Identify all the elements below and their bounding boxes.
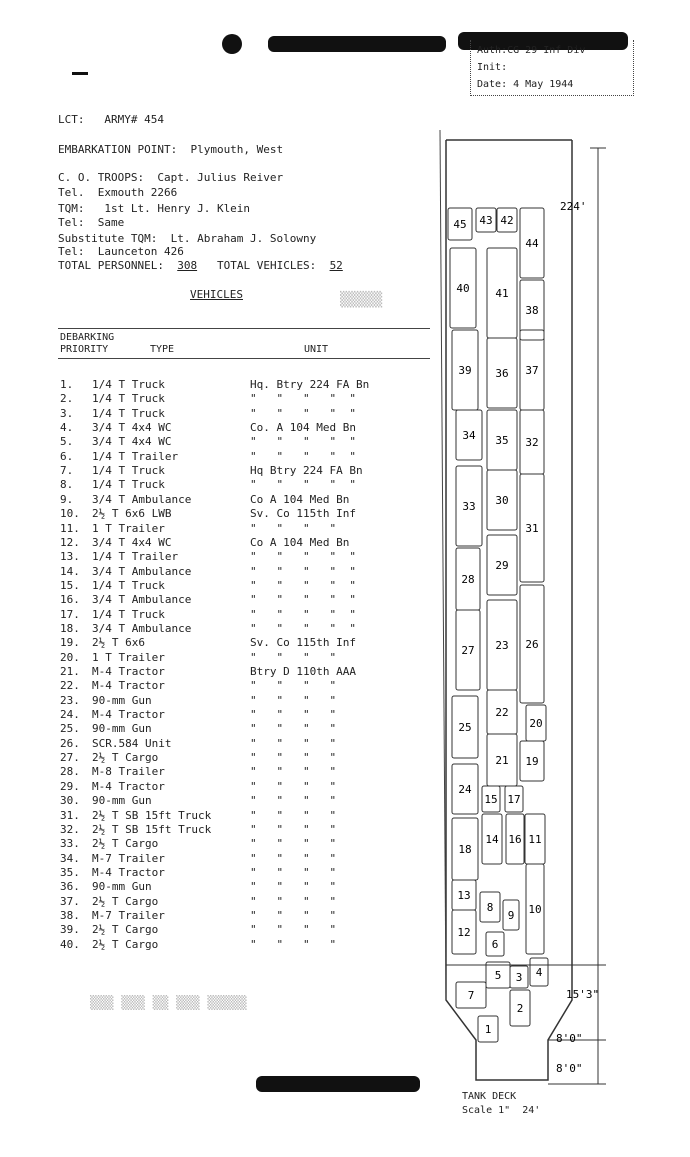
priority-number: 7. — [60, 464, 74, 478]
slot-label: 15 — [484, 793, 498, 806]
slot-label: 45 — [453, 218, 467, 231]
vehicle-type: M-7 Trailer — [92, 908, 165, 922]
vehicle-unit: " " " " — [250, 779, 337, 793]
slot-label: 33 — [462, 500, 476, 513]
vehicle-slot — [456, 548, 480, 610]
slot-label: 43 — [479, 214, 493, 227]
vehicle-slot — [520, 208, 544, 278]
vehicle-slot — [456, 466, 482, 546]
slot-label: 16 — [508, 833, 522, 846]
slot-label: 40 — [456, 282, 470, 295]
date-line: Date: 4 May 1944 — [477, 79, 574, 90]
slot-label: 31 — [525, 522, 539, 535]
total-personnel-value: 308 — [177, 259, 198, 272]
priority-number: 11. — [60, 521, 80, 535]
vehicle-slot — [450, 248, 476, 328]
vehicle-type: 2½ T 6x6 LWB — [92, 507, 172, 521]
slot-label: 7 — [467, 989, 475, 1002]
slot-label: 38 — [525, 304, 539, 317]
vehicle-type: M-7 Trailer — [92, 851, 165, 865]
vehicle-slot — [456, 410, 482, 460]
slot-label: 24 — [458, 783, 472, 796]
vehicle-slot — [480, 892, 500, 922]
vehicle-type: M-4 Tractor — [92, 865, 165, 879]
vehicle-unit: " " " " — [250, 679, 337, 693]
vehicle-slot — [448, 208, 472, 240]
priority-number: 40. — [60, 937, 80, 951]
slot-label: 27 — [461, 644, 475, 657]
priority-number: 13. — [60, 550, 80, 564]
slot-label: 35 — [495, 434, 509, 447]
vehicle-unit: " " " " " — [250, 449, 356, 463]
priority-number: 28. — [60, 765, 80, 779]
slot-label: 36 — [495, 367, 509, 380]
slot-label: 2 — [516, 1002, 524, 1015]
vehicle-unit: " " " " — [250, 923, 337, 937]
slot-label: 29 — [495, 559, 509, 572]
slot-label: 21 — [495, 754, 509, 767]
slot-label: 42 — [500, 214, 514, 227]
priority-number: 29. — [60, 779, 80, 793]
vehicle-unit: " " " " — [250, 908, 337, 922]
slot-label: 37 — [525, 364, 539, 377]
vehicle-unit: " " " " — [250, 865, 337, 879]
vehicle-unit: " " " " " — [250, 392, 356, 406]
vehicle-slot — [452, 696, 478, 758]
vehicle-slot — [530, 958, 548, 986]
tqm-telephone: Tel: Same — [58, 216, 125, 229]
vehicle-unit: " " " " " — [250, 621, 356, 635]
vehicle-slot — [525, 814, 545, 864]
vehicle-slot — [487, 734, 517, 786]
vehicle-type: 3/4 T Ambulance — [92, 492, 192, 506]
vehicle-unit: " " " " — [250, 880, 337, 894]
slot-label: 22 — [495, 706, 509, 719]
vehicle-unit: Sv. Co 115th Inf — [250, 507, 356, 521]
vehicle-unit: Hq. Btry 224 FA Bn — [250, 378, 370, 391]
vehicle-slot — [510, 966, 528, 988]
slot-label: 10 — [528, 903, 542, 916]
vehicle-unit: " " " " " — [250, 578, 356, 592]
vehicle-type: 3/4 T Ambulance — [92, 593, 192, 607]
vehicle-unit: " " " " — [250, 822, 337, 836]
slot-label: 28 — [461, 573, 475, 586]
priority-number: 4. — [60, 421, 74, 435]
vehicle-unit: Hq Btry 224 FA Bn — [250, 464, 363, 478]
dimension-length: 224' — [560, 200, 587, 213]
slot-label: 18 — [458, 843, 472, 856]
slot-label: 19 — [525, 755, 539, 768]
slot-label: 26 — [525, 638, 539, 651]
vehicle-slot — [487, 338, 517, 408]
vehicle-slot — [476, 208, 496, 232]
diagram-caption: TANK DECK Scale 1" 24' — [462, 1091, 541, 1116]
dimension-ramp: 8'0" — [556, 1032, 583, 1045]
co-troops: C. O. TROOPS: Capt. Julius Reiver — [58, 171, 284, 184]
priority-number: 22. — [60, 679, 80, 693]
vehicle-unit: " " " " " — [250, 406, 356, 420]
vehicle-unit: " " " " — [250, 794, 337, 808]
vehicle-unit: " " " " — [250, 722, 337, 736]
vehicle-type: 1/4 T Trailer — [92, 550, 179, 564]
slot-label: 32 — [525, 436, 539, 449]
vehicle-unit: " " " " — [250, 693, 337, 707]
lct-number: LCT: ARMY# 454 — [58, 113, 164, 126]
slot-label: 39 — [458, 364, 472, 377]
vehicle-unit: " " " " — [250, 521, 337, 535]
column-priority: DEBARKING PRIORITY — [60, 332, 115, 355]
tqm: TQM: 1st Lt. Henry J. Klein — [58, 202, 251, 215]
total-vehicles-label: TOTAL VEHICLES: — [216, 259, 317, 272]
priority-number: 23. — [60, 693, 80, 707]
vehicle-type: 90-mm Gun — [92, 722, 152, 736]
priority-number: 24. — [60, 708, 80, 722]
vehicle-unit: Co. A 104 Med Bn — [250, 421, 356, 435]
hull-outline — [440, 130, 446, 1000]
slot-label: 8 — [486, 901, 494, 914]
vehicle-unit: " " " " " — [250, 564, 356, 578]
slot-label: 9 — [507, 909, 515, 922]
slot-label: 34 — [462, 429, 476, 442]
vehicle-type: 1 T Trailer — [92, 650, 165, 664]
vehicle-type: M-4 Tractor — [92, 708, 165, 722]
priority-number: 3. — [60, 406, 74, 420]
vehicle-unit: " " " " — [250, 851, 337, 865]
vehicle-slot — [482, 786, 500, 812]
vehicle-type: M-4 Tractor — [92, 779, 165, 793]
vehicle-unit: " " " " — [250, 650, 337, 664]
vehicle-type: 3/4 T Ambulance — [92, 564, 192, 578]
vehicle-type: 2½ T SB 15ft Truck — [92, 808, 212, 822]
vehicle-unit: Btry D 110th AAA — [250, 665, 356, 678]
vehicle-slots — [448, 208, 548, 1042]
vehicle-slot — [486, 932, 504, 956]
vehicle-type: 1/4 T Trailer — [92, 449, 179, 463]
vehicle-slot — [520, 330, 544, 410]
priority-number: 1. — [60, 378, 74, 391]
slot-label: 17 — [507, 793, 521, 806]
vehicle-unit: Co A 104 Med Bn — [250, 535, 350, 549]
priority-number: 38. — [60, 908, 80, 922]
slot-label: 23 — [495, 639, 509, 652]
init-line: Init: — [477, 62, 508, 73]
vehicle-unit: " " " " " — [250, 550, 356, 564]
vehicle-slot — [520, 410, 544, 474]
slot-label: 12 — [457, 926, 471, 939]
vehicle-unit: " " " " — [250, 808, 337, 822]
vehicle-type: 2½ T Cargo — [92, 894, 159, 908]
vehicle-slot — [487, 470, 517, 530]
vehicle-unit: " " " " — [250, 708, 337, 722]
vehicle-slot — [487, 600, 517, 690]
slot-label: 44 — [525, 237, 539, 250]
vehicle-unit: " " " " " — [250, 607, 356, 621]
dimension-section: 15'3" — [566, 988, 600, 1001]
vehicle-unit: " " " " — [250, 937, 337, 951]
vehicle-slot — [487, 535, 517, 595]
vehicle-type: 2½ T Cargo — [92, 837, 159, 851]
vehicle-unit: Co A 104 Med Bn — [250, 492, 350, 506]
substitute-telephone: Tel: Launceton 426 — [58, 245, 184, 258]
priority-number: 14. — [60, 564, 80, 578]
priority-number: 31. — [60, 808, 80, 822]
priority-number: 10. — [60, 507, 80, 521]
total-personnel-label: TOTAL PERSONNEL: — [58, 259, 164, 272]
vehicle-slot — [520, 280, 544, 340]
vehicle-type: 1/4 T Truck — [92, 406, 165, 420]
vehicle-unit: " " " " " — [250, 593, 356, 607]
vehicle-slot — [478, 1016, 498, 1042]
vehicle-type: SCR.584 Unit — [92, 736, 172, 750]
slot-label: 14 — [485, 833, 499, 846]
vehicle-slot — [456, 610, 480, 690]
vehicle-type: 1/4 T Truck — [92, 378, 165, 391]
vehicle-type: 2½ T SB 15ft Truck — [92, 822, 212, 836]
vehicle-slot — [452, 764, 478, 814]
priority-number: 9. — [60, 492, 74, 506]
vehicle-type: 1/4 T Truck — [92, 464, 165, 478]
priority-number: 32. — [60, 822, 80, 836]
priority-number: 2. — [60, 392, 74, 406]
priority-number: 15. — [60, 578, 80, 592]
column-unit: UNIT — [304, 344, 329, 355]
priority-number: 19. — [60, 636, 80, 650]
vehicle-type: 90-mm Gun — [92, 794, 152, 808]
priority-number: 37. — [60, 894, 80, 908]
vehicle-slot — [520, 741, 544, 781]
slot-label: 11 — [528, 833, 542, 846]
vehicle-slot — [456, 982, 486, 1008]
priority-number: 8. — [60, 478, 74, 492]
vehicle-type: 1 T Trailer — [92, 521, 165, 535]
vehicle-slot — [452, 880, 476, 910]
vehicle-type: 90-mm Gun — [92, 880, 152, 894]
slot-label: 25 — [458, 721, 472, 734]
priority-number: 34. — [60, 851, 80, 865]
vehicle-type: 1/4 T Truck — [92, 578, 165, 592]
vehicle-type: M-8 Trailer — [92, 765, 165, 779]
slot-label: 3 — [515, 971, 523, 984]
priority-number: 20. — [60, 650, 80, 664]
vehicle-slot — [506, 814, 524, 864]
priority-number: 25. — [60, 722, 80, 736]
vehicle-type: M-4 Tractor — [92, 665, 165, 678]
slot-label: 41 — [495, 287, 509, 300]
vehicle-unit: " " " " — [250, 765, 337, 779]
vehicle-type: 1/4 T Truck — [92, 478, 165, 492]
vehicle-slot — [487, 690, 517, 734]
vehicle-type: 3/4 T 4x4 WC — [92, 435, 172, 449]
vehicle-unit: " " " " — [250, 736, 337, 750]
slot-label: 5 — [494, 969, 502, 982]
vehicles-title: VEHICLES — [190, 288, 243, 301]
priority-number: 16. — [60, 593, 80, 607]
priority-number: 6. — [60, 449, 74, 463]
slot-label: 6 — [491, 938, 499, 951]
column-type: TYPE — [150, 344, 175, 355]
priority-number: 18. — [60, 621, 80, 635]
vehicle-unit: " " " " — [250, 751, 337, 765]
auth-line: Auth:CG 29 Inf Div — [477, 45, 586, 56]
vehicle-slot — [497, 208, 517, 232]
vehicle-unit: " " " " — [250, 837, 337, 851]
priority-number: 35. — [60, 865, 80, 879]
priority-number: 27. — [60, 751, 80, 765]
substitute-tqm: Substitute TQM: Lt. Abraham J. Solowny — [58, 232, 317, 245]
vehicle-type: 2½ T Cargo — [92, 923, 159, 937]
vehicle-type: 1/4 T Truck — [92, 392, 165, 406]
vehicle-unit: " " " " " — [250, 478, 356, 492]
faint-handwriting: ▒▒▒ ▒▒▒ ▒▒ ▒▒▒ ▒▒▒▒▒ — [90, 996, 247, 1011]
vehicle-slot — [486, 962, 510, 988]
vehicle-slot — [482, 814, 502, 864]
slot-label: 4 — [535, 966, 543, 979]
priority-number: 5. — [60, 435, 74, 449]
vehicle-slot — [452, 910, 476, 954]
vehicle-type: 3/4 T 4x4 WC — [92, 421, 172, 435]
total-vehicles-value: 52 — [329, 259, 343, 272]
co-telephone: Tel. Exmouth 2266 — [58, 186, 178, 199]
vehicle-type: 3/4 T Ambulance — [92, 621, 192, 635]
priority-number: 39. — [60, 923, 80, 937]
vehicle-slot — [487, 248, 517, 338]
vehicle-type: 2½ T 6x6 — [92, 636, 145, 650]
priority-number: 30. — [60, 794, 80, 808]
embarkation-point: EMBARKATION POINT: Plymouth, West — [58, 143, 284, 156]
vehicle-unit: " " " " — [250, 894, 337, 908]
vehicle-slot — [526, 864, 544, 954]
vehicle-type: 90-mm Gun — [92, 693, 152, 707]
vehicle-slot — [526, 705, 546, 741]
vehicle-slot — [452, 818, 478, 880]
priority-number: 21. — [60, 665, 80, 678]
slot-label: 20 — [529, 717, 543, 730]
priority-number: 26. — [60, 736, 80, 750]
faint-stamp: ▒▒▒▒▒ — [340, 292, 383, 308]
vehicle-slot — [505, 786, 523, 812]
slot-label: 13 — [457, 889, 471, 902]
slot-label: 1 — [484, 1023, 492, 1036]
vehicle-slot — [520, 585, 544, 703]
priority-number: 36. — [60, 880, 80, 894]
priority-number: 33. — [60, 837, 80, 851]
vehicle-unit: " " " " " — [250, 435, 356, 449]
slot-label: 30 — [495, 494, 509, 507]
vehicle-slot — [520, 474, 544, 582]
vehicle-type: 2½ T Cargo — [92, 937, 159, 951]
vehicle-slot — [487, 410, 517, 470]
vehicle-slot — [510, 990, 530, 1026]
vehicle-type: 3/4 T 4x4 WC — [92, 535, 172, 549]
priority-number: 17. — [60, 607, 80, 621]
priority-number: 12. — [60, 535, 80, 549]
dimension-ramp-end: 8'0" — [556, 1062, 583, 1075]
vehicle-slot — [503, 900, 519, 930]
vehicle-unit: Sv. Co 115th Inf — [250, 636, 356, 650]
vehicle-type: M-4 Tractor — [92, 679, 165, 693]
vehicle-slot — [452, 330, 478, 410]
vehicle-type: 2½ T Cargo — [92, 751, 159, 765]
vehicle-type: 1/4 T Truck — [92, 607, 165, 621]
